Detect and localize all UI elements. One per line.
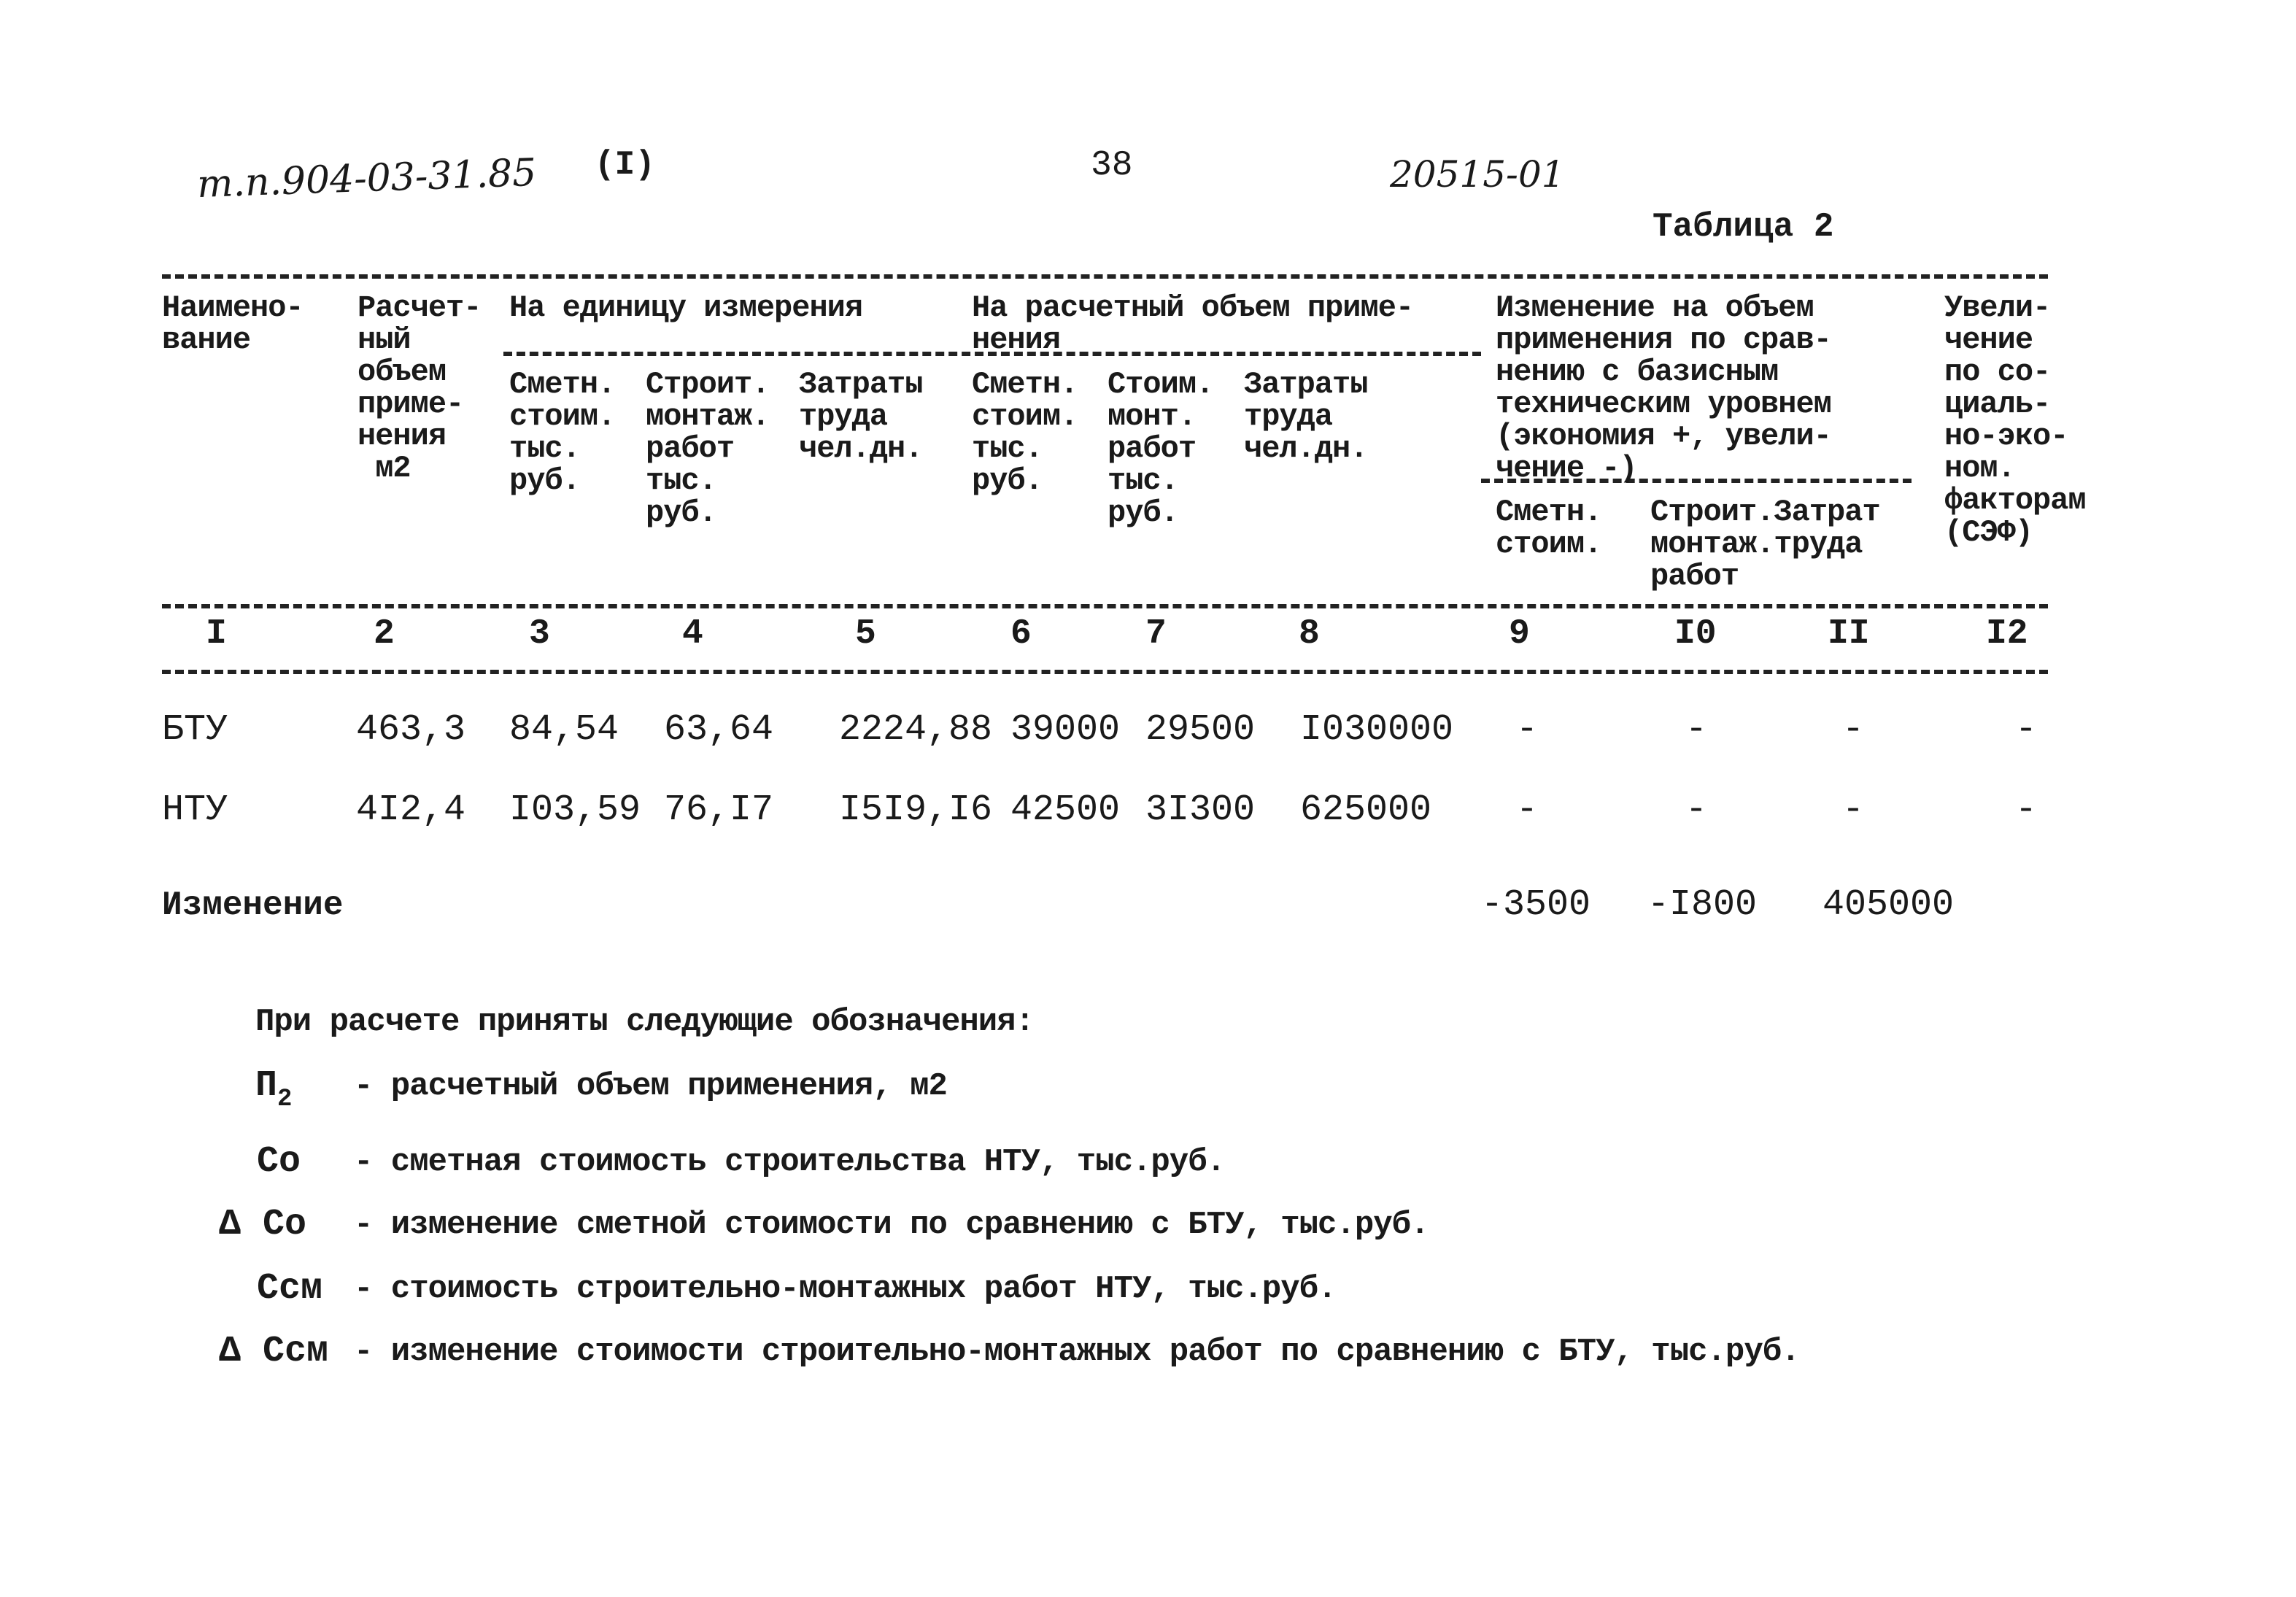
- note-text: - расчетный объем применения, м2: [354, 1068, 947, 1105]
- column-number: 9: [1509, 614, 1530, 654]
- table-cell: 625000: [1300, 789, 1432, 831]
- column-number-rule: [162, 670, 2048, 674]
- change-label: Изменение: [162, 886, 344, 924]
- table-cell: 463,3: [356, 709, 466, 751]
- table-cell: -: [1685, 709, 1708, 751]
- doc-code: т.п.904-03-31.85: [196, 150, 538, 207]
- change-smr: -I800: [1647, 884, 1758, 926]
- table-cell: -: [1685, 789, 1708, 831]
- row-name: НТУ: [162, 789, 228, 831]
- header-volume: Расчет- ный объем приме- нения м2: [357, 290, 482, 486]
- header-name: Наимено- вание: [162, 290, 304, 357]
- note-symbol: Δ Со: [219, 1204, 307, 1245]
- column-number: I0: [1674, 614, 1717, 654]
- note-symbol: [255, 1065, 292, 1113]
- note-symbol: Δ Ссм: [219, 1331, 329, 1372]
- column-number: 2: [374, 614, 395, 654]
- table-cell: 63,64: [664, 709, 774, 751]
- table-cell: I5I9,I6: [839, 789, 993, 831]
- table-cell: I03,59: [509, 789, 641, 831]
- header-volume-labor: Затраты труда чел.дн.: [1244, 367, 1368, 466]
- header-bottom-rule: [162, 604, 2048, 608]
- part-marker: (I): [595, 146, 655, 184]
- header-unit-labor: Затраты труда чел.дн.: [799, 367, 923, 466]
- reference-number: 20515-01: [1390, 153, 1565, 196]
- note-symbol: Со: [257, 1141, 301, 1183]
- table-cell: -: [1842, 789, 1865, 831]
- table-cell: 3I300: [1145, 789, 1256, 831]
- table-cell: -: [2015, 789, 2038, 831]
- note-symbol-main: П: [255, 1065, 278, 1107]
- header-volume-cost: Сметн. стоим. тыс. руб.: [972, 367, 1078, 498]
- row-name: БТУ: [162, 709, 228, 751]
- column-number: II: [1828, 614, 1870, 654]
- note-symbol-subscript: 2: [277, 1086, 293, 1113]
- header-change-group: Изменение на объем применения по срав- нению с базисным техническим уровнем (экономия +, увели- чение -): [1496, 290, 1831, 486]
- note-text: - стоимость строительно-монтажных работ НТУ, тыс.руб.: [354, 1271, 1337, 1307]
- column-number: 7: [1145, 614, 1167, 654]
- table-caption: Таблица 2: [1653, 208, 1834, 246]
- notes-intro: При расчете приняты следующие обозначения:: [255, 1004, 1034, 1040]
- table-cell: -: [1842, 709, 1865, 751]
- header-volume-smr: Стоим. монт. работ тыс. руб.: [1108, 367, 1214, 530]
- change-labor: 405000: [1823, 884, 1955, 926]
- column-number: I2: [1986, 614, 2028, 654]
- column-number: 8: [1299, 614, 1320, 654]
- page-number: 38: [1091, 146, 1133, 185]
- table-cell: -: [2015, 709, 2038, 751]
- table-cell: I030000: [1300, 709, 1454, 751]
- note-symbol: Ссм: [257, 1268, 323, 1310]
- header-social-factor: Увели- чение по со- циаль- но-эко- ном. факторам (СЭФ): [1944, 290, 2086, 550]
- column-number: 6: [1010, 614, 1032, 654]
- table-top-rule: [162, 274, 2048, 279]
- header-per-unit-group: На единицу измерения: [509, 290, 863, 325]
- table-cell: -: [1516, 709, 1539, 751]
- note-text: - изменение сметной стоимости по сравнению с БТУ, тыс.руб.: [354, 1207, 1429, 1243]
- table-cell: 76,I7: [664, 789, 774, 831]
- table-cell: 84,54: [509, 709, 619, 751]
- table-cell: 2224,88: [839, 709, 993, 751]
- header-change-cost: Сметн. стоим.: [1496, 495, 1602, 562]
- table-cell: 29500: [1145, 709, 1256, 751]
- column-number: 5: [855, 614, 876, 654]
- header-per-volume-group: На расчетный объем приме- нения: [972, 290, 1414, 357]
- column-number: I: [206, 614, 227, 654]
- table-cell: 42500: [1010, 789, 1121, 831]
- header-unit-smr: Строит. монтаж. работ тыс. руб.: [646, 367, 770, 530]
- change-cost: -3500: [1481, 884, 1591, 926]
- header-unit-cost: Сметн. стоим. тыс. руб.: [509, 367, 616, 498]
- table-cell: -: [1516, 789, 1539, 831]
- column-number: 4: [682, 614, 703, 654]
- table-cell: 39000: [1010, 709, 1121, 751]
- note-text: - сметная стоимость строительства НТУ, тыс.руб.: [354, 1144, 1226, 1180]
- note-text: - изменение стоимости строительно-монтажных работ по сравнению с БТУ, тыс.руб.: [354, 1334, 1800, 1370]
- column-number: 3: [529, 614, 550, 654]
- header-change-smr-labor: Строит.Затрат монтаж.труда работ: [1650, 495, 1880, 594]
- table-cell: 4I2,4: [356, 789, 466, 831]
